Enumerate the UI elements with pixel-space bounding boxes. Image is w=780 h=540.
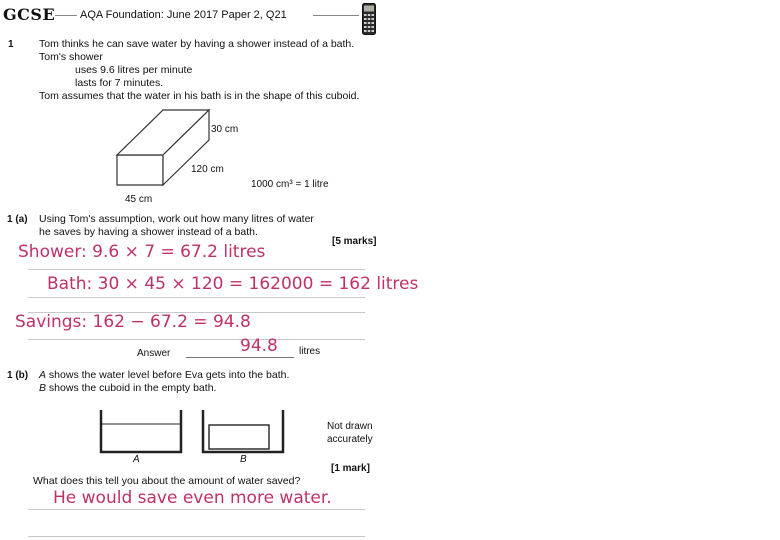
part-b-label: 1 (b) [7, 370, 29, 381]
part-b-text-line1 [39, 369, 289, 382]
part-b-text-rest: shows the water level before Eva gets into the bath. [46, 369, 290, 381]
conversion-note: 1000 cm³ = 1 litre [251, 179, 329, 190]
answer-rule [28, 509, 365, 510]
question-number: 1 [8, 39, 14, 50]
answer-box-rule [186, 357, 294, 358]
working-line-savings: Savings: 162 − 67.2 = 94.8 [15, 312, 251, 332]
question-line: uses 9.6 litres per minute [75, 64, 193, 76]
not-drawn-line2: accurately [327, 434, 373, 445]
part-b-prompt: What does this tell you about the amount of water saved? [33, 475, 301, 487]
part-a-text: Using Tom's assumption, work out how many litres of water [39, 213, 314, 225]
answer-rule [28, 297, 365, 298]
part-b-marks: [1 mark] [331, 463, 370, 474]
answer-rule [28, 269, 365, 270]
cuboid-length-label: 120 cm [191, 164, 224, 175]
calculator-icon [362, 3, 376, 35]
question-line: Tom thinks he can save water by having a shower instead of a bath. [39, 38, 355, 50]
working-line-shower: Shower: 9.6 × 7 = 67.2 litres [18, 242, 266, 262]
answer-label: Answer [137, 348, 171, 359]
bath-b-label: B [240, 454, 247, 465]
part-b-text-rest: shows the cuboid in the empty bath. [46, 382, 217, 394]
answer-rule [28, 536, 365, 537]
bath-b-diagram [200, 408, 286, 456]
gcse-logo: GCSE [3, 5, 56, 24]
header-title: AQA Foundation: June 2017 Paper 2, Q21 [80, 9, 287, 21]
question-line: lasts for 7 minutes. [75, 77, 164, 89]
answer-rule [28, 339, 365, 340]
part-b-answer: He would save even more water. [53, 488, 332, 508]
part-b-text-line2 [39, 382, 216, 395]
part-a-marks: [5 marks] [332, 236, 377, 247]
header-rule-left [55, 15, 77, 16]
working-line-bath: Bath: 30 × 45 × 120 = 162000 = 162 litres [47, 274, 419, 294]
question-line: Tom's shower [39, 51, 103, 63]
answer-value: 94.8 [240, 336, 278, 356]
question-line: Tom assumes that the water in his bath is in the shape of this cuboid. [39, 90, 360, 102]
header-rule-right [313, 15, 359, 16]
cuboid-width-label: 45 cm [125, 194, 153, 205]
part-b-text-b: B [39, 382, 47, 394]
answer-unit: litres [299, 346, 321, 357]
bath-a-label: A [133, 454, 140, 465]
part-b-text-a: A [39, 369, 47, 381]
part-a-label: 1 (a) [7, 214, 28, 225]
part-a-text: he saves by having a shower instead of a bath. [39, 226, 258, 238]
not-drawn-line1: Not drawn [327, 421, 373, 432]
cuboid-depth-label: 30 cm [211, 124, 239, 135]
cuboid-diagram [110, 105, 215, 190]
bath-a-diagram [98, 408, 184, 456]
